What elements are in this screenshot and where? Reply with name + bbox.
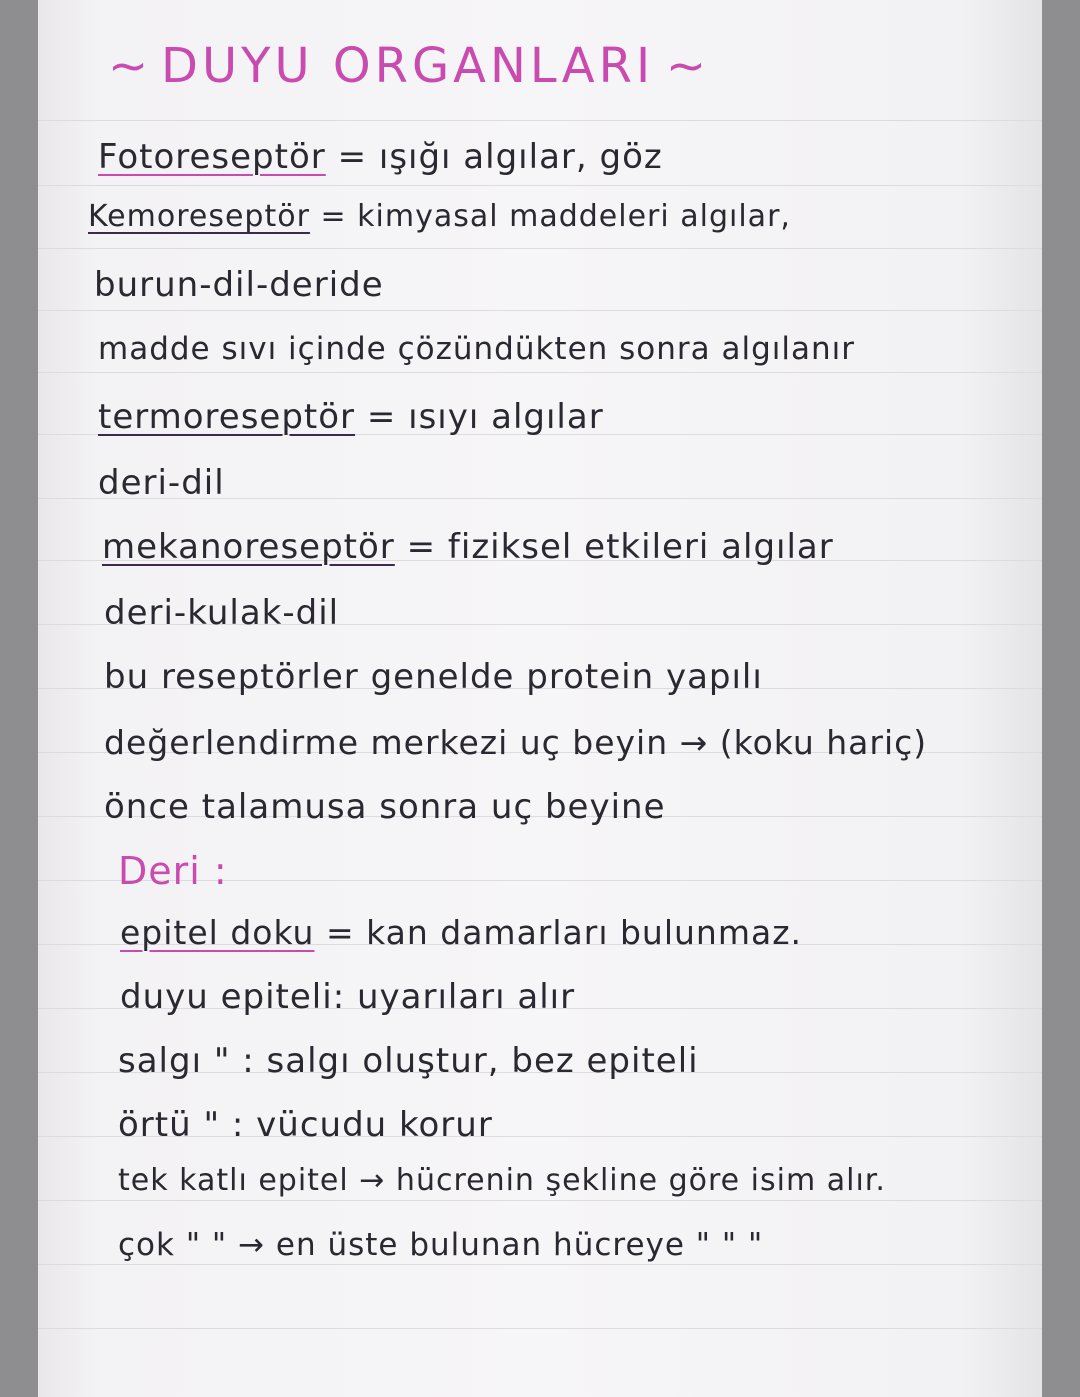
note-line: önce talamusa sonra uç beyine <box>104 787 666 827</box>
definition-text: = kan damarları bulunmaz. <box>314 913 803 952</box>
ruled-line <box>38 1328 1042 1329</box>
ruled-line <box>38 372 1042 373</box>
note-line: deri-dil <box>98 463 225 503</box>
note-line: örtü " : vücudu korur <box>118 1105 493 1145</box>
note-line-fotoreseptor <box>98 137 663 177</box>
note-line: değerlendirme merkezi uç beyin → (koku hariç) <box>104 723 928 762</box>
term-epitel-doku: epitel doku <box>120 913 315 952</box>
notebook-page <box>38 0 1042 1397</box>
term-termoreseptor: termoreseptör <box>98 397 356 437</box>
page-title <box>108 38 708 94</box>
note-line: deri-kulak-dil <box>104 593 340 633</box>
definition-text: = ışığı algılar, göz <box>325 137 663 177</box>
note-line: bu reseptörler genelde protein yapılı <box>104 657 763 697</box>
title-tilde-right: ~ <box>665 38 708 94</box>
definition-text: = fiziksel etkileri algılar <box>394 527 834 567</box>
ruled-line <box>38 120 1042 121</box>
note-line: çok " " → en üste bulunan hücreye " " " <box>118 1227 764 1263</box>
note-line-kemoreseptor <box>88 199 791 234</box>
term-kemoreseptor: Kemoreseptör <box>88 199 310 234</box>
note-line: madde sıvı içinde çözündükten sonra algılanır <box>98 331 856 367</box>
note-line: burun-dil-deride <box>94 265 384 305</box>
ruled-line <box>38 185 1042 186</box>
section-heading-deri: Deri : <box>118 849 228 893</box>
title-text: DUYU ORGANLARI <box>161 38 655 94</box>
note-line-epitel-doku <box>120 913 803 952</box>
definition-text: = ısıyı algılar <box>355 397 604 437</box>
note-line-termoreseptor <box>98 397 604 437</box>
note-line-mekanoreseptor <box>102 527 834 567</box>
note-line: duyu epiteli: uyarıları alır <box>120 977 576 1017</box>
title-tilde-left: ~ <box>108 38 150 94</box>
term-mekanoreseptor: mekanoreseptör <box>102 527 395 567</box>
ruled-line <box>38 1200 1042 1201</box>
ruled-line <box>38 248 1042 249</box>
note-line: salgı " : salgı oluştur, bez epiteli <box>118 1041 699 1081</box>
ruled-line <box>38 310 1042 311</box>
note-line: tek katlı epitel → hücrenin şekline göre isim alır. <box>118 1163 886 1198</box>
definition-text: = kimyasal maddeleri algılar, <box>309 199 791 234</box>
term-fotoreseptor: Fotoreseptör <box>98 137 326 177</box>
ruled-line <box>38 1264 1042 1265</box>
